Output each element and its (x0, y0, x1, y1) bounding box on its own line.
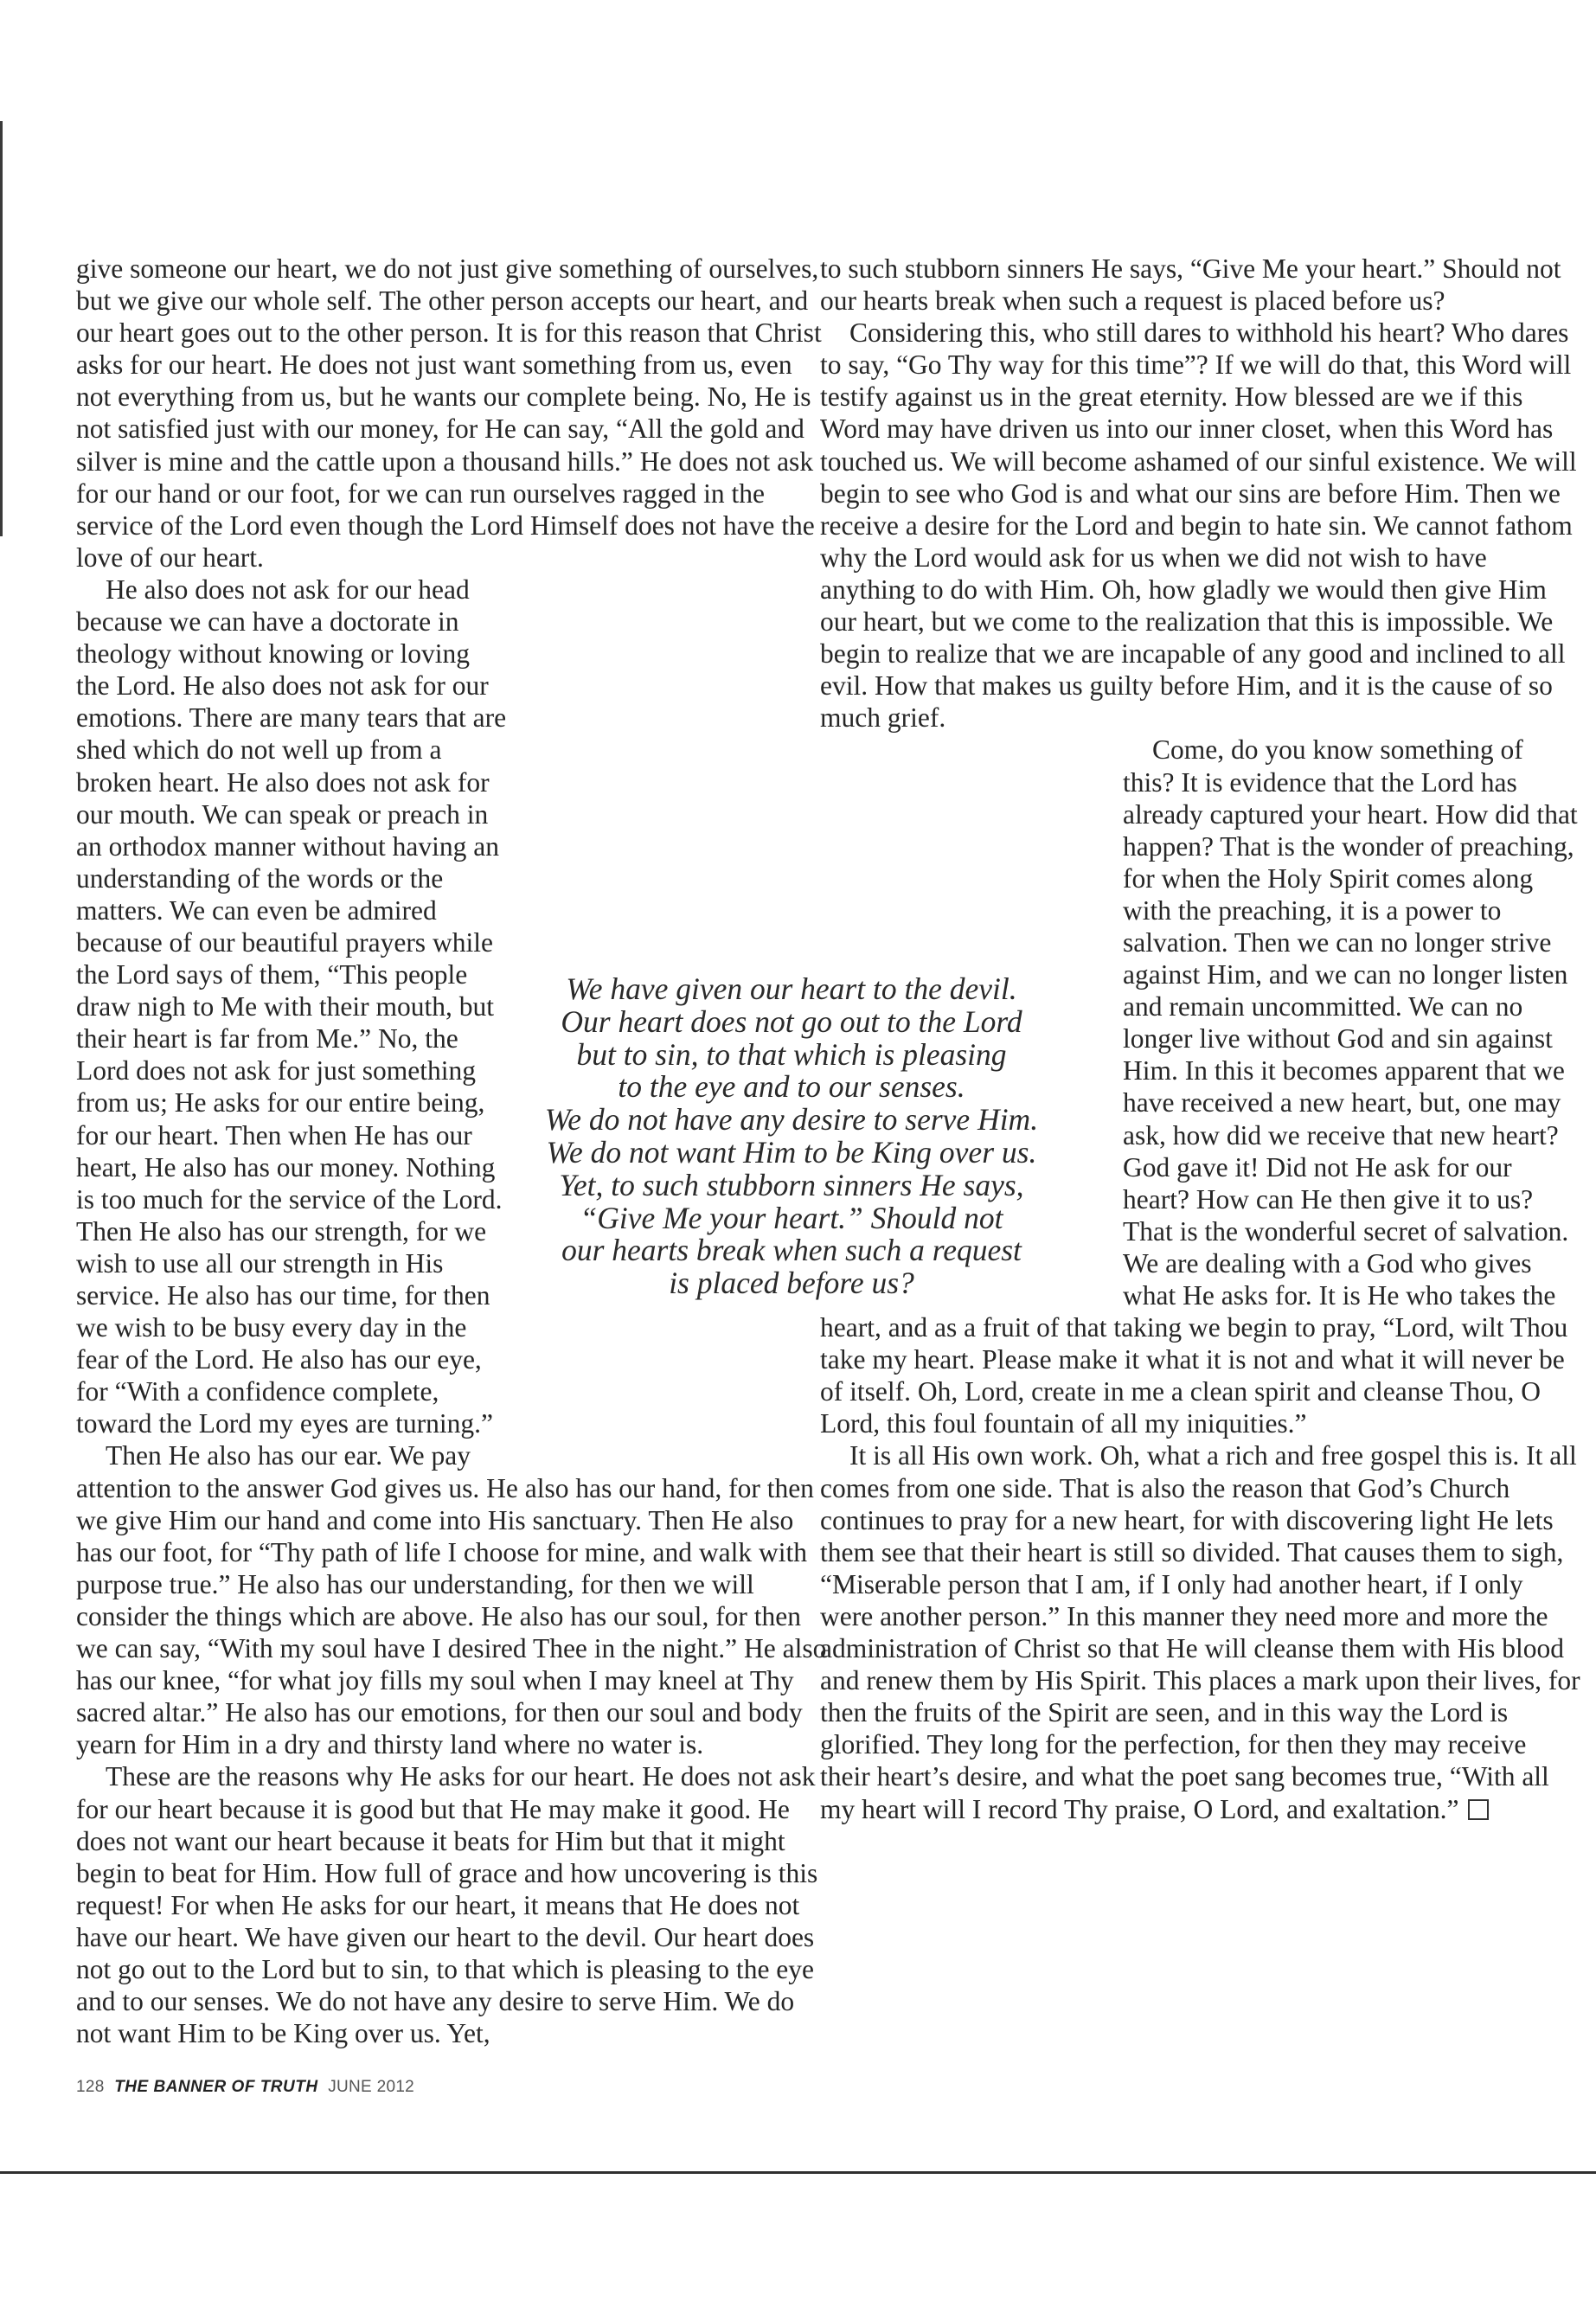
right-paragraph-4-text: It is all His own work. Oh, what a rich and free gospel this is. It all comes from one side. That is also the reason that God’s Church continues to pray for a new heart, for with discovering light He lets them see that their heart is still so divided. That causes them to sigh, “Miserable person that I am, if I only had another heart, if I only were another person.” In this manner they need more and more the administration of Christ so that He will cleanse them with His blood and renew them by His Spirit. This places a mark upon their lives, for then the fruits of the Spirit are seen, and in this way the Lord is glorified. They long for the perfection, for then they may receive their heart’s desire, and what the poet sang becomes true, “With all my heart will I record Thy praise, O Lord, and exaltation.” (820, 1440, 1580, 1824)
pull-quote-line: but to sin, to that which is pleasing (576, 1036, 1007, 1072)
right-paragraph-3-text: Come, do you know something of this? It is evidence that the Lord has already captured your heart. How did that happen? That is the wonder of preaching, for when the Holy Spirit comes along with the preaching, it is a power to salvation. Then we can no longer strive against Him, and we can no longer listen and remain uncommitted. We can no longer live without God and sin against Him. In this it becomes apparent that we have received a new heart, but, one may ask, how did we receive that new heart? God gave it! Did not He ask for our heart? How can He then give it to us? That is the wonderful secret of salvation. We are dealing with a God who gives what He asks for. It is He who takes the heart, and as a fruit of that taking we begin to pray, “Lord, wilt Thou take my heart. Please make it what it is not and what it will never be of itself. Oh, Lord, create in me a clean spirit and cleanse Thou, O Lord, this foul fountain of all my iniquities.” (820, 734, 1578, 1439)
left-paragraph-3: Then He also has our ear. We pay attention to the answer God gives us. He also has our hand, for then we give Him our hand and come into His sanctuary. Then He also has our foot, for “Thy path of life I choose for mine, and walk with purpose true.” He also has our understanding, for then we will consider the things which are above. He also has our soul, for then we can say, “With my soul have I desired Thee in the night.” He also has our knee, “for what joy fills my soul when I may kneel at Thy sacred altar.” He also has our emotions, for then our soul and body yearn for Him in a dry and thirsty land where no water is. (76, 1440, 827, 1760)
right-paragraph-1: to such stubborn sinners He says, “Give Me your heart.” Should not our hearts break when such a request is placed before us? (820, 253, 1561, 317)
left-paragraph-4: These are the reasons why He asks for our heart. He does not ask for our heart because it is good but that He may make it good. He does not want our heart because it beats for Him but that it might begin to beat for Him. How full of grace and how uncovering is this request! For when He asks for our heart, it means that He does not have our heart. We have given our heart to the devil. Our heart does not go out to the Lord but to sin, to that which is pleasing to the eye and to our senses. We do not have any desire to serve Him. We do not want Him to be King over us. Yet, (76, 1761, 818, 2049)
pull-quote-line: We do not have any desire to serve Him. (544, 1102, 1039, 1138)
issue-date: JUNE 2012 (328, 2078, 415, 2096)
publication-name: THE BANNER OF TRUTH (114, 2078, 318, 2096)
pull-quote-line: We do not want Him to be King over us. (546, 1134, 1037, 1170)
pull-quote-line: We have given our heart to the devil. (566, 971, 1017, 1006)
pull-quote-line: “Give Me your heart.” Should not (580, 1200, 1003, 1235)
right-paragraph-4 (820, 1439, 1581, 1824)
right-paragraph-2: Considering this, who still dares to withhold his heart? Who dares to say, “Go Thy way for this time”? If we will do that, this Word will testify against us in the great eternity. How blessed are we if this Word may have driven us into our inner closet, when this Word has touched us. We will become ashamed of our sinful existence. We will begin to see who God is and what our sins are before Him. Then we receive a desire for the Lord and begin to hate sin. We cannot fathom why the Lord would ask for us when we did not wish to have anything to do with Him. Oh, how gladly we would then give Him our heart, but we come to the realization that this is impossible. We begin to realize that we are incapable of any good and inclined to all evil. How that makes us guilty before Him, and it is the cause of so much grief. (820, 317, 1577, 734)
page-footer (76, 2078, 414, 2097)
pull-quote-line: to the eye and to our senses. (618, 1069, 965, 1105)
page-edge-line (0, 121, 3, 536)
pull-quote-line: is placed before us? (669, 1266, 914, 1301)
pull-quote-line: Yet, to such stubborn sinners He says, (559, 1167, 1024, 1202)
left-paragraph-1: give someone our heart, we do not just give something of ourselves, but we give our whole self. The other person accepts our heart, and our heart goes out to the other person. It is for this reason that Christ asks for our heart. He does not just want something from us, even not everything from us, but he wants our complete being. No, He is not satisfied just with our money, for He can say, “All the gold and silver is mine and the cattle upon a thousand hills.” He does not ask for our hand or our foot, for we can run ourselves ragged in the service of the Lord even though the Lord Himself does not have the love of our heart. (76, 253, 822, 573)
page-number: 128 (76, 2078, 105, 2096)
pull-quote (480, 973, 1103, 1300)
bottom-rule (0, 2171, 1596, 2174)
pull-quote-line: Our heart does not go out to the Lord (561, 1003, 1022, 1039)
end-of-article-square-icon (1468, 1799, 1489, 1820)
left-paragraph-2-text: He also does not ask for our head because we can have a doctorate in theology without knowing or loving the Lord. He also does not ask for our emotions. There are many tears that are shed which do not well up from a broken heart. He also does not ask for our mouth. We can speak or preach in an orthodox manner without having an understanding of the words or the matters. We can even be admired because of our beautiful prayers while the Lord says of them, “This people draw nigh to Me with their mouth, but their heart is far from Me.” No, the Lord does not ask for just something from us; He asks for our entire being, for our heart. Then when He has our heart, He also has our money. Nothing is too much for the service of the Lord. Then He also has our strength, for we wish to use all our strength in His service. He also has our time, for then we wish to be busy every day in the fear of the Lord. He also has our eye, for “With a confidence complete, toward the Lord my eyes are turning.” (76, 574, 507, 1439)
pull-quote-line: our hearts break when such a request (561, 1233, 1022, 1268)
